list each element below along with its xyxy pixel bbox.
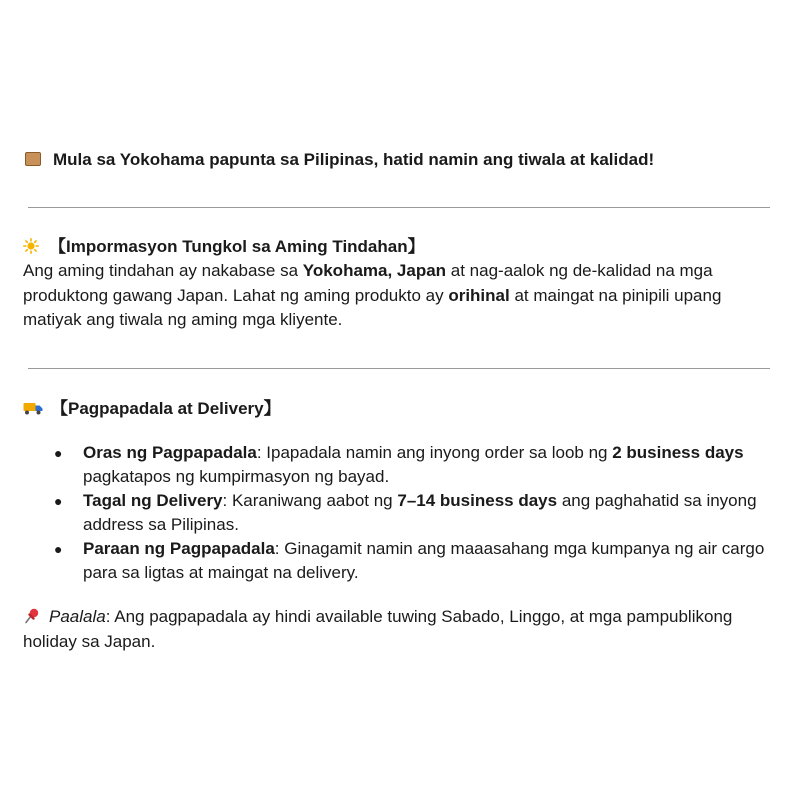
tagline bbox=[23, 148, 654, 172]
delivery-heading-text: 【Pagpapadala at Delivery】 bbox=[51, 399, 281, 418]
about-text-1: Ang aming tindahan ay nakabase sa bbox=[23, 261, 303, 280]
list-item-label: Oras ng Pagpapadala bbox=[83, 443, 257, 462]
about-text-3: at maingat na pinipili upang matiyak ang tiwala ng aming mga kliyente. bbox=[23, 285, 722, 329]
list-item-text: ang paghahatid sa inyong address sa Pilipinas. bbox=[83, 491, 757, 534]
about-bold-location: Yokohama, Japan bbox=[302, 261, 447, 280]
list-item-text: pagkatapos ng kumpirmasyon ng bayad. bbox=[83, 467, 390, 486]
list-item-label: Tagal ng Delivery bbox=[83, 491, 223, 510]
about-paragraph bbox=[23, 259, 773, 333]
list-item bbox=[54, 537, 774, 585]
about-heading-text: 【Impormasyon Tungkol sa Aming Tindahan】 bbox=[49, 237, 425, 256]
tagline-text: Mula sa Yokohama papunta sa Pilipinas, hatid namin ang tiwala at kalidad! bbox=[53, 150, 655, 169]
bullet-icon: ● bbox=[54, 541, 63, 557]
divider-2 bbox=[28, 368, 770, 369]
list-item-text: : Ipapadala namin ang inyong order sa loob ng bbox=[256, 443, 613, 462]
truck-icon bbox=[23, 401, 43, 415]
list-item-label: Paraan ng Pagpapadala bbox=[83, 539, 275, 558]
note-paragraph bbox=[23, 605, 773, 654]
delivery-heading bbox=[23, 397, 281, 421]
list-item bbox=[54, 441, 774, 489]
sun-icon bbox=[23, 238, 39, 254]
list-item-bold: 7–14 business days bbox=[397, 491, 558, 510]
about-heading bbox=[23, 235, 425, 259]
bullet-icon: ● bbox=[54, 445, 63, 461]
note-text: : Ang pagpapadala ay hindi available tuwing Sabado, Linggo, at mga pampublikong holiday sa Japan. bbox=[23, 607, 733, 651]
divider-1 bbox=[28, 207, 770, 208]
about-bold-original: orihinal bbox=[448, 285, 510, 305]
list-item bbox=[54, 489, 774, 537]
pushpin-icon bbox=[23, 607, 41, 625]
delivery-list bbox=[54, 441, 774, 585]
bullet-icon: ● bbox=[54, 493, 63, 509]
list-item-text: : Karaniwang aabot ng bbox=[222, 491, 398, 510]
list-item-text: : Ginagamit namin ang maaasahang mga kumpanya ng air cargo para sa ligtas at maingat na delivery. bbox=[83, 539, 765, 582]
list-item-bold: 2 business days bbox=[612, 443, 744, 462]
note-label: Paalala bbox=[49, 607, 106, 626]
about-text-2: at nag-aalok ng de-kalidad na mga produktong gawang Japan. Lahat ng aming produkto ay bbox=[23, 261, 713, 305]
package-icon bbox=[25, 152, 41, 166]
